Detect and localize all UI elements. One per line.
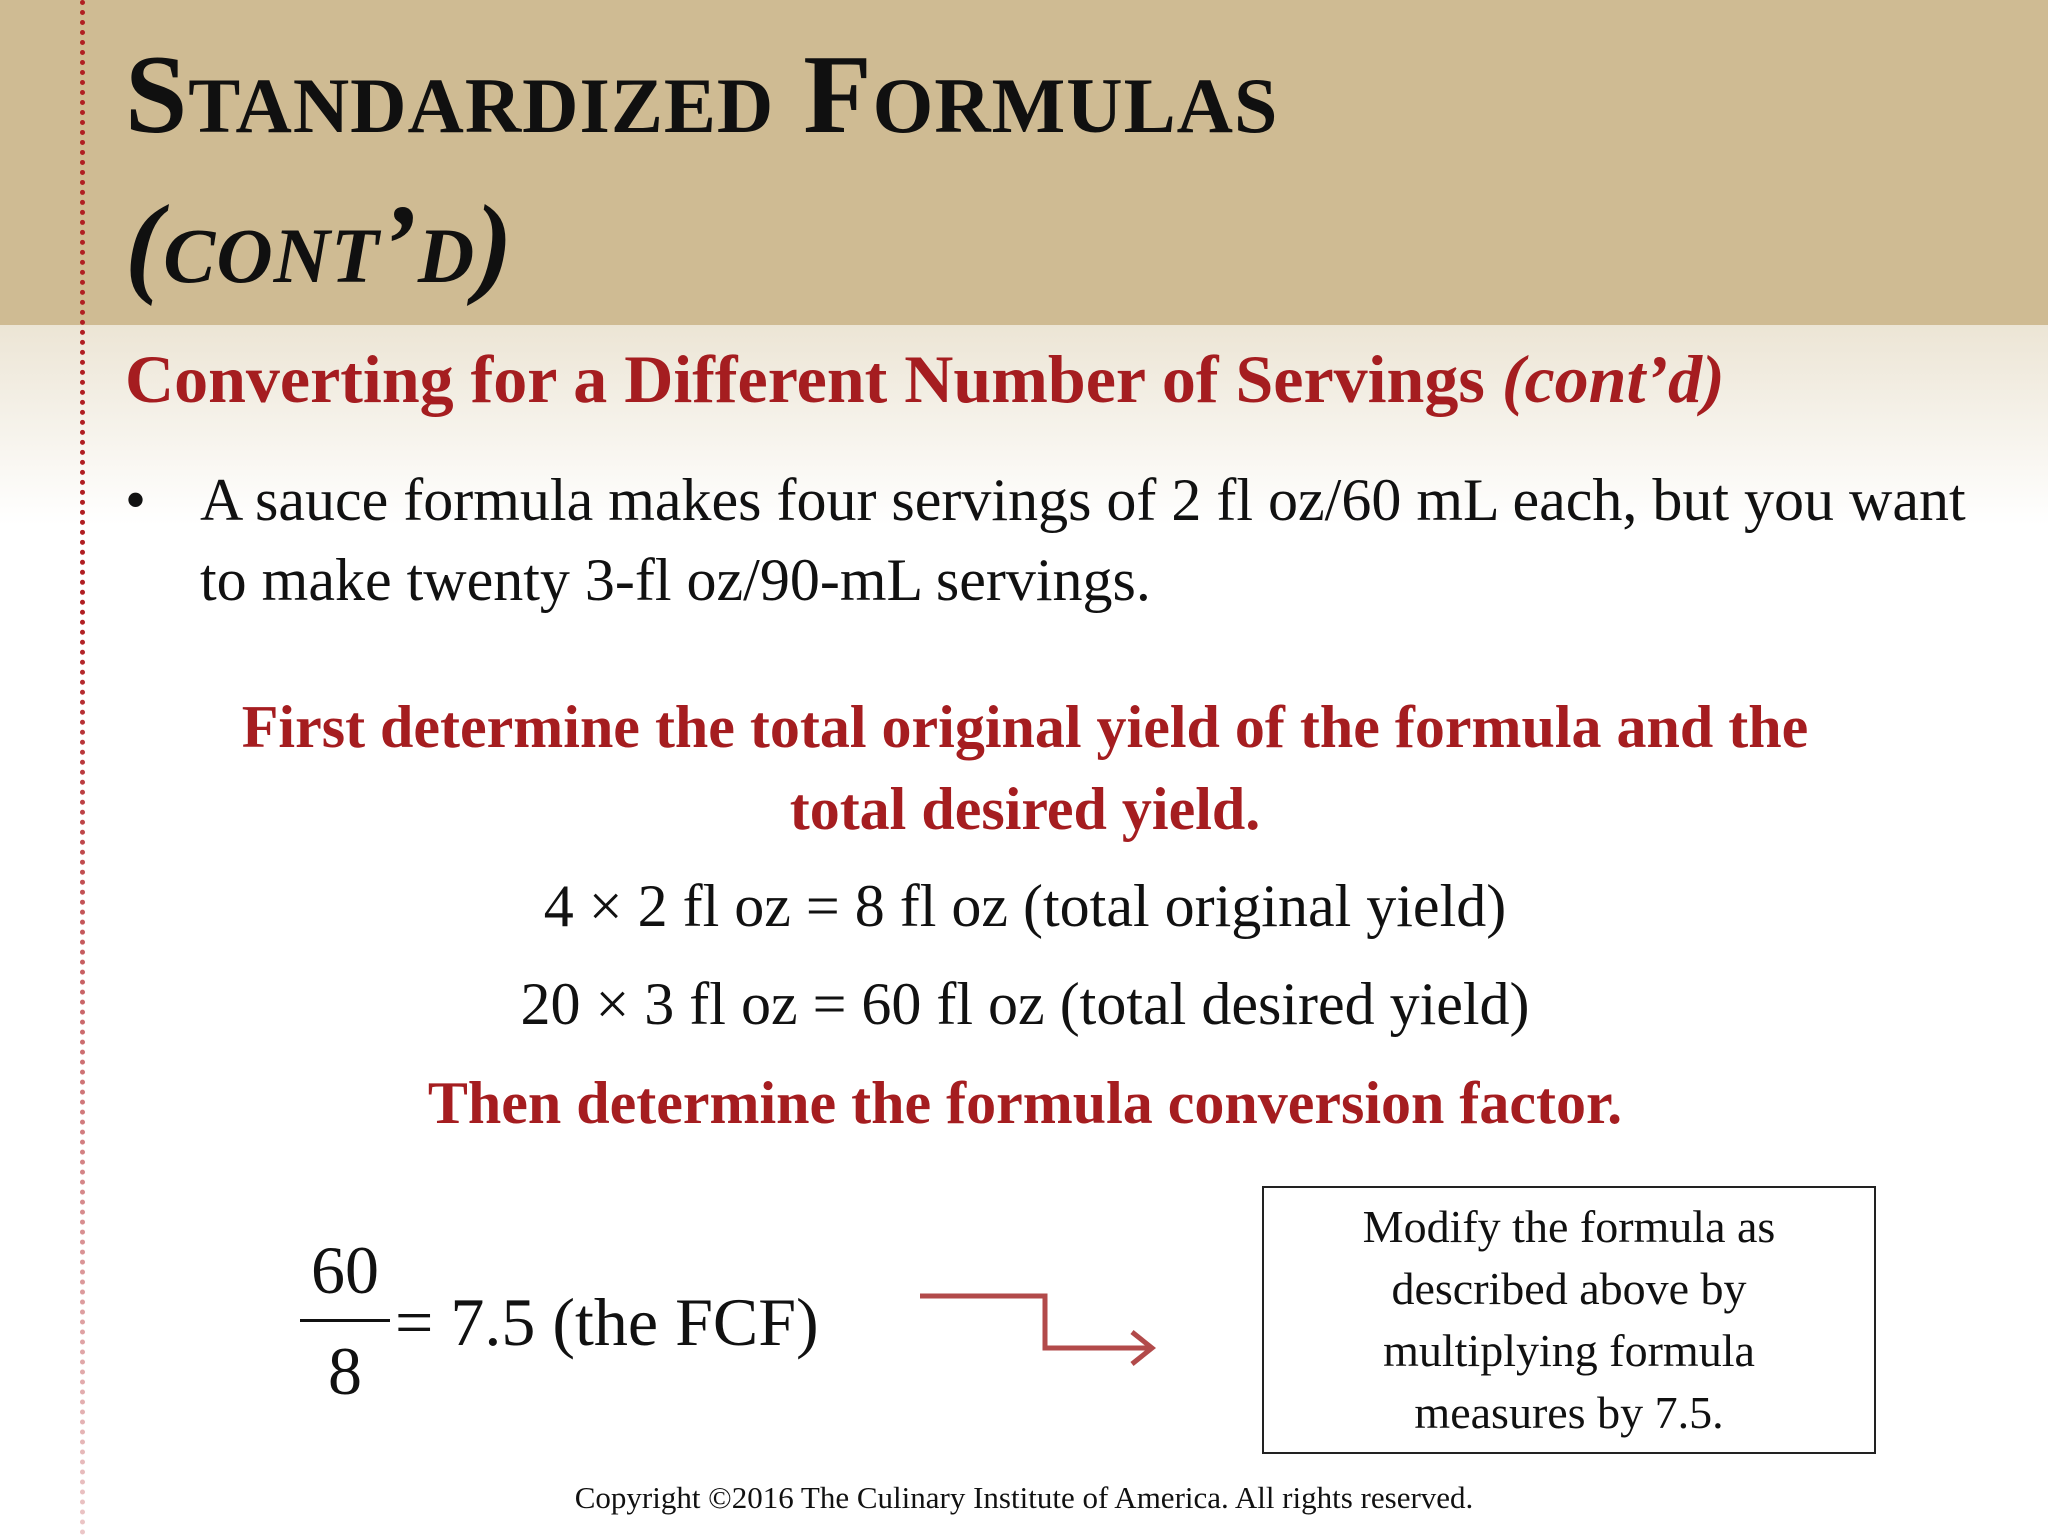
copyright-notice: Copyright ©2016 The Culinary Institute of America. All rights reserved. <box>574 1480 1474 1515</box>
fraction-denominator: 8 <box>328 1333 362 1409</box>
step-1-instruction <box>95 686 1955 850</box>
slide-title <box>125 20 1278 320</box>
subtitle-text: Converting for a Different Number of Servings <box>125 341 1485 417</box>
note-text: Modify the formula as described above by multiplying formula measures by 7.5. <box>1362 1201 1776 1438</box>
step-1-line-2: total desired yield. <box>789 776 1261 842</box>
calc-desired-yield: 20 × 3 fl oz = 60 fl oz (total desired yield) <box>520 971 1530 1037</box>
bullet-item <box>125 460 1985 620</box>
calc-original-yield: 4 × 2 fl oz = 8 fl oz (total original yield) <box>543 873 1507 939</box>
fraction-numerator: 60 <box>311 1232 379 1308</box>
fcf-result: = 7.5 (the FCF) <box>395 1284 819 1360</box>
fraction-bar <box>300 1319 390 1322</box>
title-line-1: Standardized Formulas <box>125 33 1279 157</box>
bullet-marker: • <box>125 467 147 533</box>
title-line-2: (cont’d) <box>125 183 514 307</box>
step-1-line-1: First determine the total original yield of the formula and the <box>241 694 1809 760</box>
slide-subtitle <box>125 336 1725 422</box>
elbow-arrow-icon <box>920 1280 1170 1370</box>
subtitle-suffix: (cont’d) <box>1501 341 1725 417</box>
bullet-text: A sauce formula makes four servings of 2 fl oz/60 mL each, but you want to make twenty 3-fl oz/90-mL servings. <box>200 467 1966 613</box>
dotted-divider <box>80 0 85 1536</box>
note-box <box>1262 1186 1876 1454</box>
step-2-instruction: Then determine the formula conversion factor. <box>427 1070 1623 1136</box>
conversion-fraction <box>300 1225 390 1416</box>
